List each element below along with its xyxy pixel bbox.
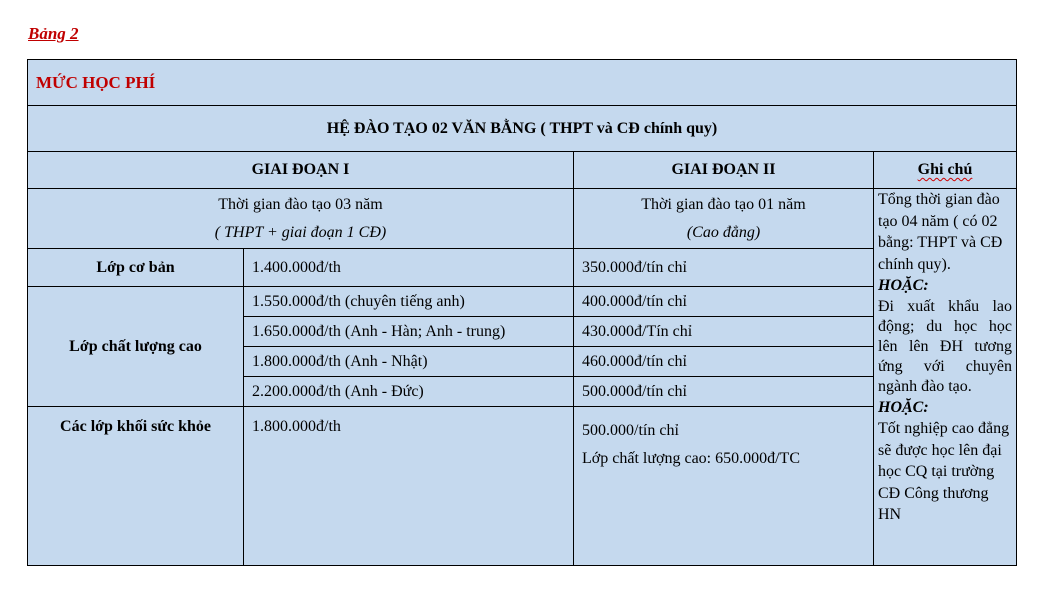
row-label-high-quality: Lớp chất lượng cao bbox=[28, 287, 244, 407]
basic-fee-phase2: 350.000đ/tín chỉ bbox=[574, 249, 874, 287]
note-or-1: HOẶC: bbox=[878, 277, 929, 294]
table-caption: Bảng 2 bbox=[28, 24, 79, 43]
health-fee-phase2-standard: 500.000/tín chỉ bbox=[582, 422, 679, 439]
note-paragraph-3: Tốt nghiệp cao đẳng sẽ được học lên đại học CQ tại trường CĐ Công thương HN bbox=[878, 420, 1010, 523]
program-subtitle: HỆ ĐÀO TẠO 02 VĂN BẰNG ( THPT và CĐ chính quy) bbox=[28, 106, 1017, 152]
duration-phase2-text: Thời gian đào tạo 01 năm bbox=[641, 195, 806, 213]
hq-fee-phase2: 500.000đ/tín chỉ bbox=[574, 377, 874, 407]
basic-fee-phase1: 1.400.000đ/th bbox=[244, 249, 574, 287]
health-fee-phase1: 1.800.000đ/th bbox=[244, 407, 574, 566]
row-label-basic: Lớp cơ bản bbox=[28, 249, 244, 287]
row-label-health: Các lớp khối sức khỏe bbox=[28, 407, 244, 566]
duration-phase1-text: Thời gian đào tạo 03 năm bbox=[218, 195, 383, 213]
hq-fee-phase1: 1.650.000đ/th (Anh - Hàn; Anh - trung) bbox=[244, 317, 574, 347]
header-phase2: GIAI ĐOẠN II bbox=[574, 152, 874, 189]
duration-phase1 bbox=[28, 189, 574, 249]
hq-fee-phase2: 430.000đ/Tín chỉ bbox=[574, 317, 874, 347]
note-cell bbox=[874, 189, 1017, 566]
table-title: MỨC HỌC PHÍ bbox=[28, 60, 1017, 106]
header-note: Ghi chú bbox=[917, 161, 973, 178]
hq-fee-phase2: 460.000đ/tín chỉ bbox=[574, 347, 874, 377]
hq-fee-phase1: 2.200.000đ/th (Anh - Đức) bbox=[244, 377, 574, 407]
duration-phase2 bbox=[574, 189, 874, 249]
hq-fee-phase1: 1.550.000đ/th (chuyên tiếng anh) bbox=[244, 287, 574, 317]
health-fee-phase2 bbox=[574, 407, 874, 566]
tuition-table bbox=[27, 59, 1017, 566]
note-paragraph-1: Tổng thời gian đào tạo 04 năm ( có 02 bằng: THPT và CĐ chính quy). bbox=[878, 191, 1003, 273]
health-fee-phase2-high-quality: Lớp chất lượng cao: 650.000đ/TC bbox=[582, 450, 800, 467]
note-or-2: HOẶC: bbox=[878, 398, 929, 416]
hq-fee-phase2: 400.000đ/tín chỉ bbox=[574, 287, 874, 317]
hq-fee-phase1: 1.800.000đ/th (Anh - Nhật) bbox=[244, 347, 574, 377]
duration-phase1-detail: ( THPT + giai đoạn 1 CĐ) bbox=[214, 223, 387, 241]
note-paragraph-2: Đi xuất khẩu lao động; du học học lên lên ĐH tương ứng với chuyên ngành đào tạo. bbox=[878, 297, 1012, 395]
header-phase1: GIAI ĐOẠN I bbox=[28, 152, 574, 189]
duration-phase2-detail: (Cao đẳng) bbox=[686, 223, 761, 241]
